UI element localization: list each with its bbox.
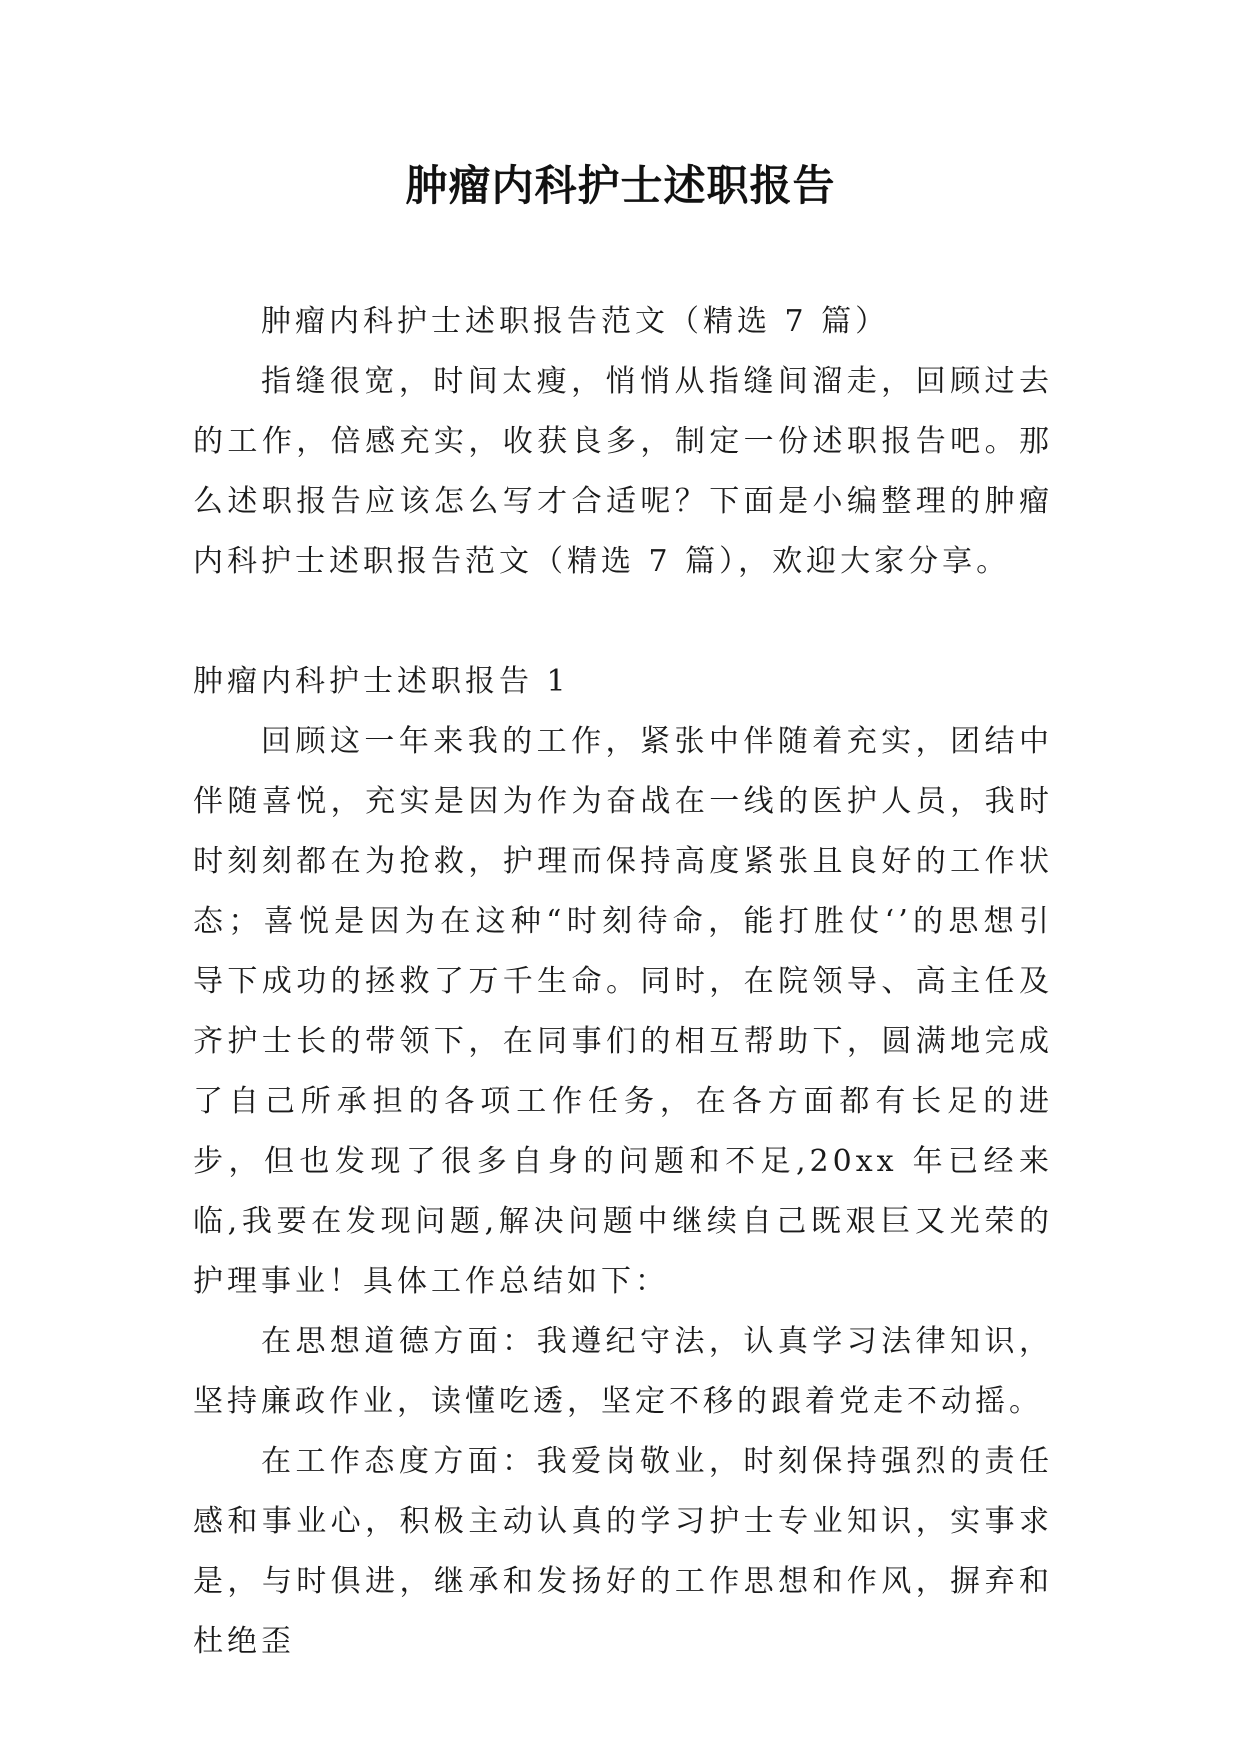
document-title: 肿瘤内科护士述职报告 xyxy=(405,161,836,210)
intro-subtitle: 肿瘤内科护士述职报告范文（精选 7 篇） xyxy=(261,304,890,339)
section-paragraph: 在思想道德方面：我遵纪守法，认真学习法律知识，坚持廉政作业，读懂吃透，坚定不移的跟着党走不动摇。 xyxy=(193,1324,1053,1419)
document-body xyxy=(193,292,1053,1672)
section-paragraph: 回顾这一年来我的工作，紧张中伴随着充实，团结中伴随喜悦，充实是因为作为奋战在一线的医护人员，我时时刻刻都在为抢救，护理而保持高度紧张且良好的工作状态；喜悦是因为在这种“时刻待命，能打胜仗‘’的思想引导下成功的拯救了万千生命。同时，在院领导、高主任及齐护士长的带领下，在同事们的相互帮助下，圆满地完成了自己所承担的各项工作任务，在各方面都有长足的进步，但也发现了很多自身的问题和不足,20xx 年已经来临,我要在发现问题,解决问题中继续自己既艰巨又光荣的护理事业！具体工作总结如下： xyxy=(193,724,1053,1299)
intro-paragraph: 指缝很宽，时间太瘦，悄悄从指缝间溜走，回顾过去的工作，倍感充实，收获良多，制定一份述职报告吧。那么述职报告应该怎么写才合适呢？下面是小编整理的肿瘤内科护士述职报告范文（精选 7 篇），欢迎大家分享。 xyxy=(193,364,1053,579)
section-spacer xyxy=(193,592,1053,652)
section-heading: 肿瘤内科护士述职报告 1 xyxy=(193,664,570,699)
section-paragraph: 在工作态度方面：我爱岗敬业，时刻保持强烈的责任感和事业心，积极主动认真的学习护士专业知识，实事求是，与时俱进，继承和发扬好的工作思想和作风，摒弃和杜绝歪 xyxy=(193,1444,1053,1659)
